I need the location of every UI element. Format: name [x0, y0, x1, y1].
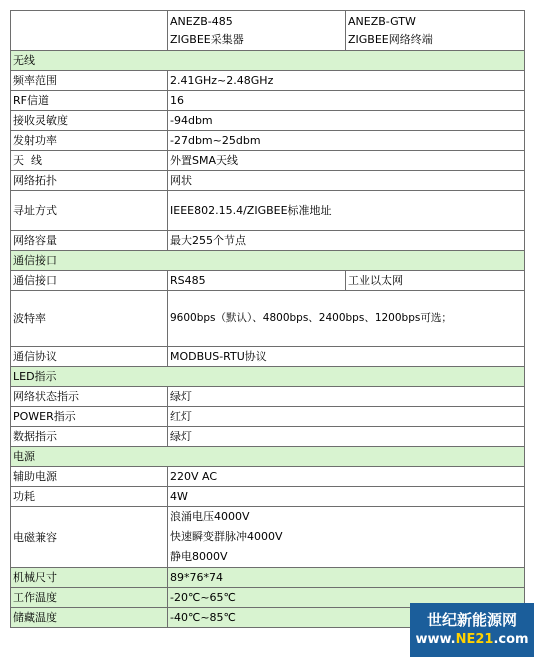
row-label: 工作温度: [11, 588, 168, 608]
emc-surge: 浪涌电压4000V: [170, 510, 250, 523]
row-value: 最大255个节点: [168, 231, 525, 251]
row-comm-interface: [11, 271, 525, 291]
section-row-led: [11, 367, 525, 387]
row-protocol: [11, 347, 525, 367]
header-row: [11, 11, 525, 51]
row-value-485: RS485: [168, 271, 346, 291]
row-tx-power: [11, 131, 525, 151]
row-value: 16: [168, 91, 525, 111]
site-watermark: [410, 603, 534, 657]
watermark-url: [410, 631, 534, 649]
row-value: IEEE802.15.4/ZIGBEE标准地址: [168, 191, 525, 231]
section-row-comm: [11, 251, 525, 271]
row-value: 网状: [168, 171, 525, 191]
watermark-url-prefix: www.: [415, 632, 456, 647]
row-value: 红灯: [168, 407, 525, 427]
row-value: 外置SMA天线: [168, 151, 525, 171]
row-label: RF信道: [11, 91, 168, 111]
row-label: 储藏温度: [11, 608, 168, 628]
row-value: -94dbm: [168, 111, 525, 131]
row-label: POWER指示: [11, 407, 168, 427]
section-title: 无线: [11, 51, 525, 71]
row-value: 89*76*74: [168, 568, 525, 588]
row-label: 机械尺寸: [11, 568, 168, 588]
section-title: 通信接口: [11, 251, 525, 271]
row-emc: [11, 507, 525, 568]
row-aux-power: [11, 467, 525, 487]
header-model-485: [168, 11, 346, 51]
model-485-name: ANEZB-485: [170, 14, 233, 28]
row-value: MODBUS-RTU协议: [168, 347, 525, 367]
section-title: 电源: [11, 447, 525, 467]
row-label: 接收灵敏度: [11, 111, 168, 131]
row-label: 辅助电源: [11, 467, 168, 487]
section-row-power: [11, 447, 525, 467]
header-blank-cell: [11, 11, 168, 51]
section-title: LED指示: [11, 367, 525, 387]
emc-eft: 快速瞬变群脉冲4000V: [170, 530, 283, 543]
row-capacity: [11, 231, 525, 251]
row-dimensions: [11, 568, 525, 588]
row-value: 9600bps（默认）、4800bps、2400bps、1200bps可选；: [168, 291, 525, 347]
row-consumption: [11, 487, 525, 507]
model-gtw-desc: ZIGBEE网络终端: [348, 32, 433, 46]
row-value-stack: [168, 507, 525, 568]
row-label: 网络状态指示: [11, 387, 168, 407]
row-label: 频率范围: [11, 71, 168, 91]
row-data-led: [11, 427, 525, 447]
row-label: 电磁兼容: [11, 507, 168, 568]
row-antenna: [11, 151, 525, 171]
section-row-wireless: [11, 51, 525, 71]
row-value: 220V AC: [168, 467, 525, 487]
row-label: 功耗: [11, 487, 168, 507]
row-freq-range: [11, 71, 525, 91]
row-value: -27dbm~25dbm: [168, 131, 525, 151]
model-485-desc: ZIGBEE采集器: [170, 32, 244, 46]
row-value: 绿灯: [168, 427, 525, 447]
spec-table: [10, 10, 525, 628]
row-baud: [11, 291, 525, 347]
row-label: 通信接口: [11, 271, 168, 291]
row-value-gtw: 工业以太网: [346, 271, 525, 291]
row-label: 网络拓扑: [11, 171, 168, 191]
row-addressing: [11, 191, 525, 231]
row-label: 波特率: [11, 291, 168, 347]
row-label: 网络容量: [11, 231, 168, 251]
row-value: 绿灯: [168, 387, 525, 407]
row-label: 寻址方式: [11, 191, 168, 231]
row-power-led: [11, 407, 525, 427]
row-label: 数据指示: [11, 427, 168, 447]
row-value: -40℃~85℃: [168, 608, 525, 628]
row-value: 4W: [168, 487, 525, 507]
watermark-url-highlight: NE21: [455, 632, 494, 647]
header-model-gtw: [346, 11, 525, 51]
row-rx-sensitivity: [11, 111, 525, 131]
row-rf-channel: [11, 91, 525, 111]
watermark-url-suffix: .com: [493, 632, 529, 647]
row-net-status: [11, 387, 525, 407]
row-label: 通信协议: [11, 347, 168, 367]
emc-esd: 静电8000V: [170, 550, 228, 563]
model-gtw-name: ANEZB-GTW: [348, 14, 416, 28]
row-label: 发射功率: [11, 131, 168, 151]
row-value: 2.41GHz~2.48GHz: [168, 71, 525, 91]
row-topology: [11, 171, 525, 191]
row-value: -20℃~65℃: [168, 588, 525, 608]
row-label: 天 线: [11, 151, 168, 171]
watermark-title: 世纪新能源网: [426, 611, 517, 629]
